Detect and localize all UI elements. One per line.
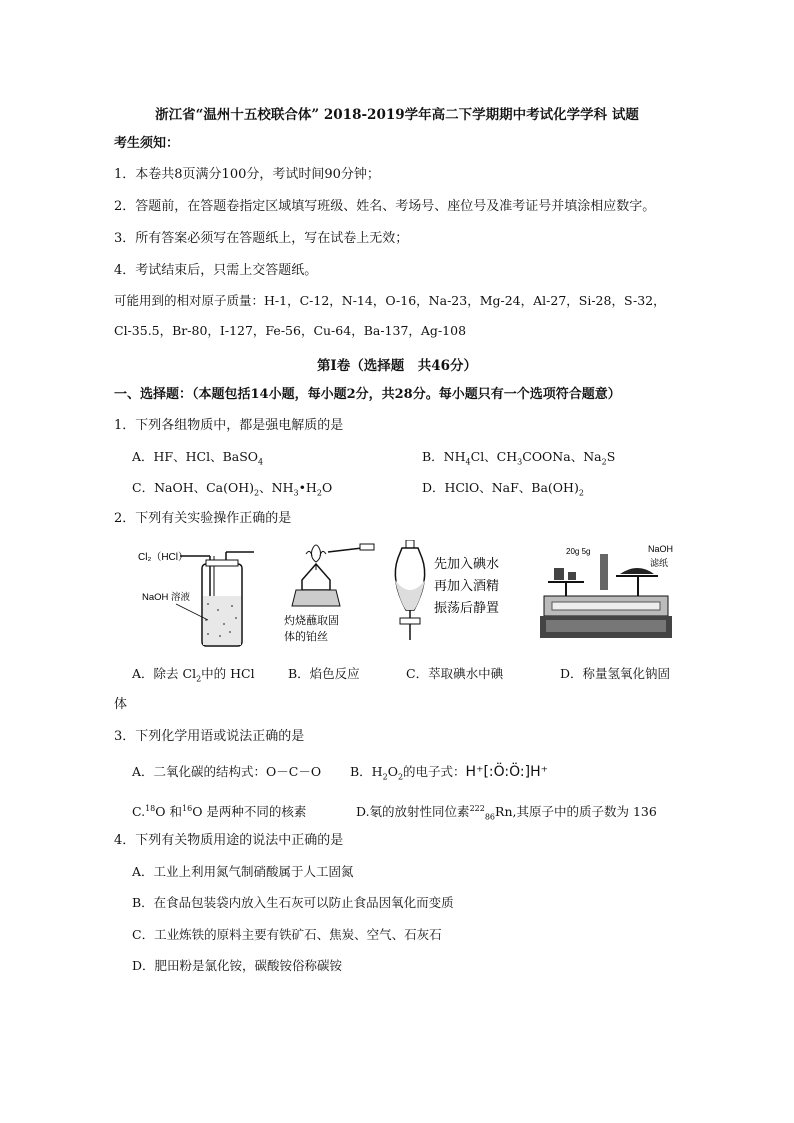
figure-a-gas-label: Cl₂（HCl） [138, 552, 188, 563]
q4-option-c: C．工业炼铁的原料主要有铁矿石、焦炭、空气、石灰石 [132, 927, 442, 942]
balance-figure [540, 540, 680, 644]
h2o2-electron-formula: H⁺[:Ö:Ö:]H⁺ [465, 764, 549, 780]
q3-stem: 3．下列化学用语或说法正确的是 [114, 729, 305, 744]
q2-option-a: A．除去 $Cl_2$中的 HCl [132, 666, 255, 684]
q1-option-b: B．$NH_4Cl$、$CH_3COONa$、$Na_2S$ [422, 449, 616, 467]
figure-c-label-1: 先加入碘水 [434, 557, 500, 572]
q2-option-b: B．焰色反应 [288, 666, 360, 681]
q2-option-d-wrap: 体 [114, 697, 128, 712]
q1-option-a: A．HF、HCl、BaSO$_4$ [132, 449, 264, 467]
page-title: 浙江省“温州十五校联合体” 2018-2019学年高二下学期期中考试化学学科 试题 [155, 107, 639, 123]
q1-option-d: D．HClO、NaF、$Ba(OH)_2$ [422, 480, 584, 498]
notice-item-4: 4．考试结束后，只需上交答题纸。 [114, 263, 318, 278]
q2-stem: 2．下列有关实验操作正确的是 [114, 511, 292, 526]
figure-d-paper-label: 滤纸 [650, 558, 669, 568]
figure-c-label-3: 振荡后静置 [434, 601, 500, 616]
q3-option-d: D.氡的放射性同位素$^{222}_{86}$Rn,其原子中的质子数为 136 [356, 804, 657, 822]
figure-d-weights-label: 20g 5g [566, 547, 591, 556]
gas-washing-bottle-figure [136, 540, 266, 650]
q4-stem: 4．下列有关物质用途的说法中正确的是 [114, 833, 344, 848]
notice-item-1: 1．本卷共8页满分100分，考试时间90分钟； [114, 167, 380, 182]
q1-option-c: C．NaOH、$Ca(OH)_2$、$NH_3•H_2O$ [132, 480, 333, 498]
q3-option-c: C.$^{18}$O 和$^{16}$O 是两种不同的核素 [132, 804, 307, 820]
figure-c-label-2: 再加入酒精 [434, 579, 500, 594]
notice-heading: 考生须知： [114, 136, 180, 151]
flame-test-figure [282, 540, 382, 650]
separatory-funnel-figure [386, 540, 526, 658]
section-title: 第Ⅰ卷（选择题 共46分） [316, 358, 478, 374]
atomic-mass-line-2: Cl-35.5，Br-80，I-127，Fe-56，Cu-64，Ba-137，Ag-108 [114, 323, 467, 338]
q3-option-b: B．$H_2O_2$的电子式：H⁺[:Ö:Ö:]H⁺ [350, 764, 549, 782]
q2-option-c: C．萃取碘水中碘 [406, 666, 504, 681]
q2-option-d: D．称量氢氧化钠固 [560, 666, 671, 681]
q4-option-a: A．工业上利用氮气制硝酸属于人工固氮 [132, 864, 354, 879]
q4-option-b: B．在食品包装袋内放入生石灰可以防止食品因氧化而变质 [132, 895, 454, 910]
figure-b-label-2: 体的铂丝 [284, 631, 328, 643]
atomic-mass-line-1: 可能用到的相对原子质量：H-1，C-12，N-14，O-16，Na-23，Mg-24，Al-27，Si-28，S-32， [114, 293, 666, 308]
notice-item-3: 3．所有答案必须写在答题纸上，写在试卷上无效； [114, 231, 409, 246]
figure-d-naoh-label: NaOH [648, 544, 674, 554]
q4-option-d: D．肥田粉是氯化铵，碳酸铵俗称碳铵 [132, 958, 343, 973]
figure-b-label-1: 灼烧蘸取固 [284, 615, 339, 627]
figure-a-solution-label: NaOH 溶液 [142, 592, 191, 603]
notice-item-2: 2．答题前，在答题卷指定区域填写班级、姓名、考场号、座位号及准考证号并填涂相应数字。 [114, 199, 656, 214]
q1-stem: 1．下列各组物质中，都是强电解质的是 [114, 418, 344, 433]
q3-option-a: A．二氧化碳的结构式：O－C－O [132, 764, 322, 779]
part-heading: 一、选择题：（本题包括14小题，每小题2分，共28分。每小题只有一个选项符合题意） [114, 387, 621, 402]
